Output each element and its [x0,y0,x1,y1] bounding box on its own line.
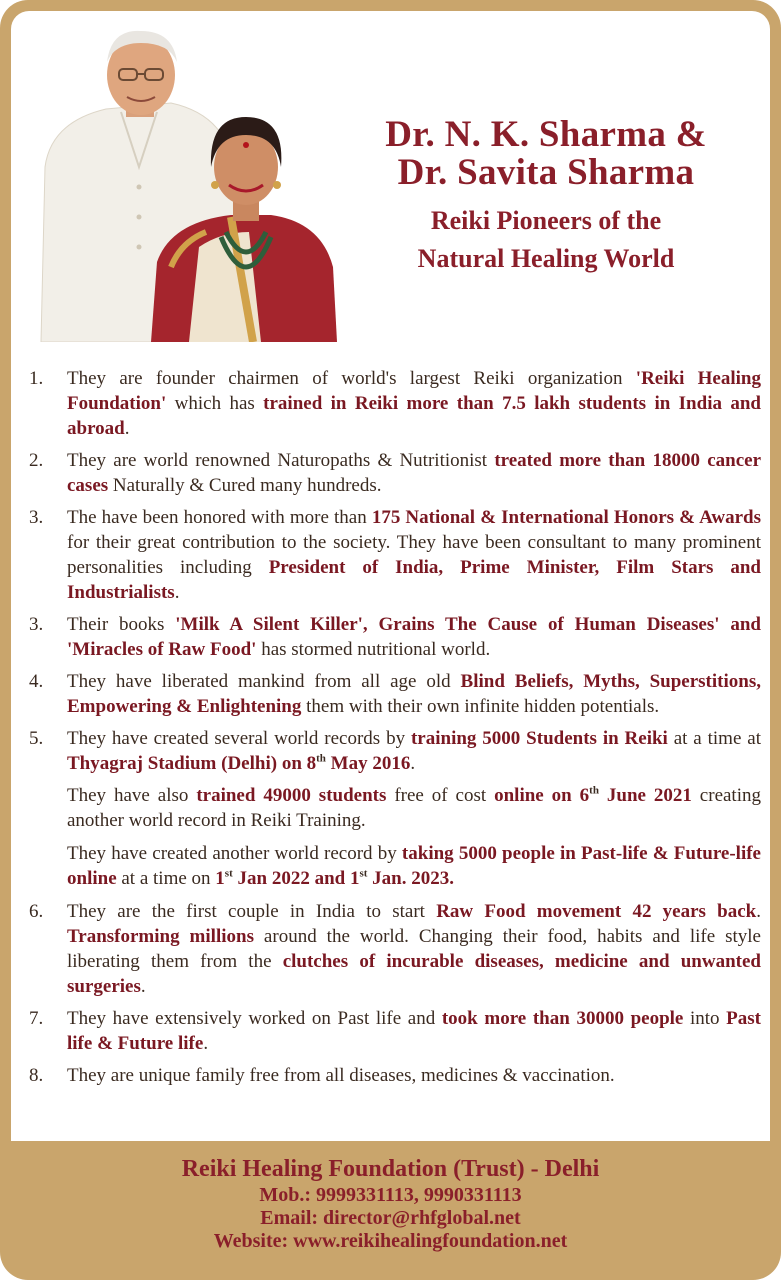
footer-mobile: Mob.: 9999331113, 9990331113 [259,1184,522,1206]
list-item-highlight: Thyagraj Stadium (Delhi) on 8 [67,753,317,774]
list-item-number: 2. [29,450,44,471]
list-item-highlight: 'Milk A Silent Killer', Grains The Cause of Human Diseases' and 'Miracles of Raw Food' [67,614,761,660]
list-item [29,899,761,999]
list-item-highlight: 'Reiki Healing Foundation' [67,368,761,414]
list-item-text: . [124,418,130,439]
list-item-text: They are founder chairmen of world's largest Reiki organization [67,368,636,389]
list-item [29,612,761,662]
list-item-text: at a time at [667,728,761,749]
list-item-text: . [756,901,761,922]
list-item-text: Their books [67,614,176,635]
list-item-highlight: Transforming millions [67,926,254,947]
list-item-highlight: online on 6 [494,785,590,806]
list-item [29,841,761,891]
list-item-highlight: taking 5000 people in Past-life & Future-life online [67,843,761,889]
list-item [29,669,761,719]
list-item-text: for their great contribution to the society. They have been consultant to many prominent personalities including [67,532,761,578]
list-item-text: They have created several world records by [67,728,411,749]
list-item-text: into [683,1008,727,1029]
list-item-number: 8. [29,1065,44,1086]
header-name-1: Dr. N. K. Sharma & [385,114,707,155]
list-item-text: The have been honored with more than [67,507,372,528]
list-item-text: . [140,976,146,997]
list-item-highlight: trained 49000 students [196,785,387,806]
list-item-superscript: st [224,867,233,880]
list-item-number: 5. [29,728,44,749]
footer-website: Website: www.reikihealingfoundation.net [213,1230,568,1252]
list-item-highlight: Blind Beliefs, Myths, Superstitions, Empowering & Enlightening [67,671,761,717]
list-item-text: creating another world record in Reiki Training. [67,785,761,831]
list-item-number: 7. [29,1008,44,1029]
list-item-text: Naturally & Cured many hundreds. [108,475,382,496]
list-item-text: They have also [67,785,197,806]
list-item [29,1063,761,1088]
list-item-text: around the world. Changing their food, habits and life style liberating them from the [67,926,761,972]
content-panel [11,11,770,1141]
list-item-text: They are unique family free from all diseases, medicines & vaccination. [67,1065,615,1086]
list-item-highlight: Past life & Future life [67,1008,761,1054]
header-tagline-1: Reiki Pioneers of the [430,206,662,235]
list-item [29,1006,761,1056]
list-item-text: They have liberated mankind from all age old [67,671,461,692]
list-item-highlight: June 2021 [598,785,692,806]
list-item-highlight: Jan 2022 and 1 [232,868,360,889]
list-item [29,505,761,605]
list-item-text: They are world renowned Naturopaths & Nutritionist [67,450,495,471]
list-item-text: . [203,1033,209,1054]
footer-email: Email: director@rhfglobal.net [260,1207,521,1229]
list-item-highlight: Raw Food movement 42 years back [436,901,757,922]
list-item-text: has stormed nutritional world. [256,639,491,660]
list-item-text: . [410,753,416,774]
list-item-highlight: took more than 30000 people [441,1008,684,1029]
list-item-text: them with their own infinite hidden potentials. [301,696,660,717]
list-item-highlight: clutches of incurable diseases, medicine and unwanted surgeries [67,951,761,997]
list-item-text: at a time on [116,868,216,889]
footer-organization: Reiki Healing Foundation (Trust) - Delhi [181,1156,600,1182]
list-item-number: 1. [29,368,44,389]
list-item-text: They have extensively worked on Past life and [67,1008,442,1029]
list-item-superscript: th [316,752,326,765]
header [341,116,751,278]
list-item-text: which has [166,393,264,414]
list-item-highlight: trained in Reiki more than 7.5 lakh students in India and abroad [67,393,761,439]
list-item [29,366,761,441]
list-item-superscript: st [359,867,368,880]
list-item-highlight: May 2016 [325,753,411,774]
list-item [29,726,761,776]
list-item-highlight: 175 National & International Honors & Awards [371,507,761,528]
couple-portrait [21,17,341,342]
list-item [29,448,761,498]
list-item-number: 4. [29,671,44,692]
list-item-highlight: treated more than 18000 cancer cases [67,450,761,496]
list-item-number: 6. [29,901,44,922]
header-name-2: Dr. Savita Sharma [397,152,695,193]
list-item-text: They have created another world record by [67,843,402,864]
list-item-highlight: Jan. 2023. [367,868,454,889]
list-item-number: 3. [29,507,44,528]
header-tagline-2: Natural Healing World [417,244,675,273]
list-item-text: . [174,582,180,603]
list-item-highlight: 1 [215,868,225,889]
list-item [29,783,761,833]
contact-footer [0,1155,781,1253]
list-item-text: They are the first couple in India to start [67,901,437,922]
list-item-highlight: President of India, Prime Minister, Film Stars and Industrialists [67,557,761,603]
list-item-text: free of cost [386,785,495,806]
achievements-list [29,366,761,1095]
list-item-superscript: th [589,784,599,797]
list-item-highlight: training 5000 Students in Reiki [410,728,668,749]
list-item-number: 3. [29,614,44,635]
